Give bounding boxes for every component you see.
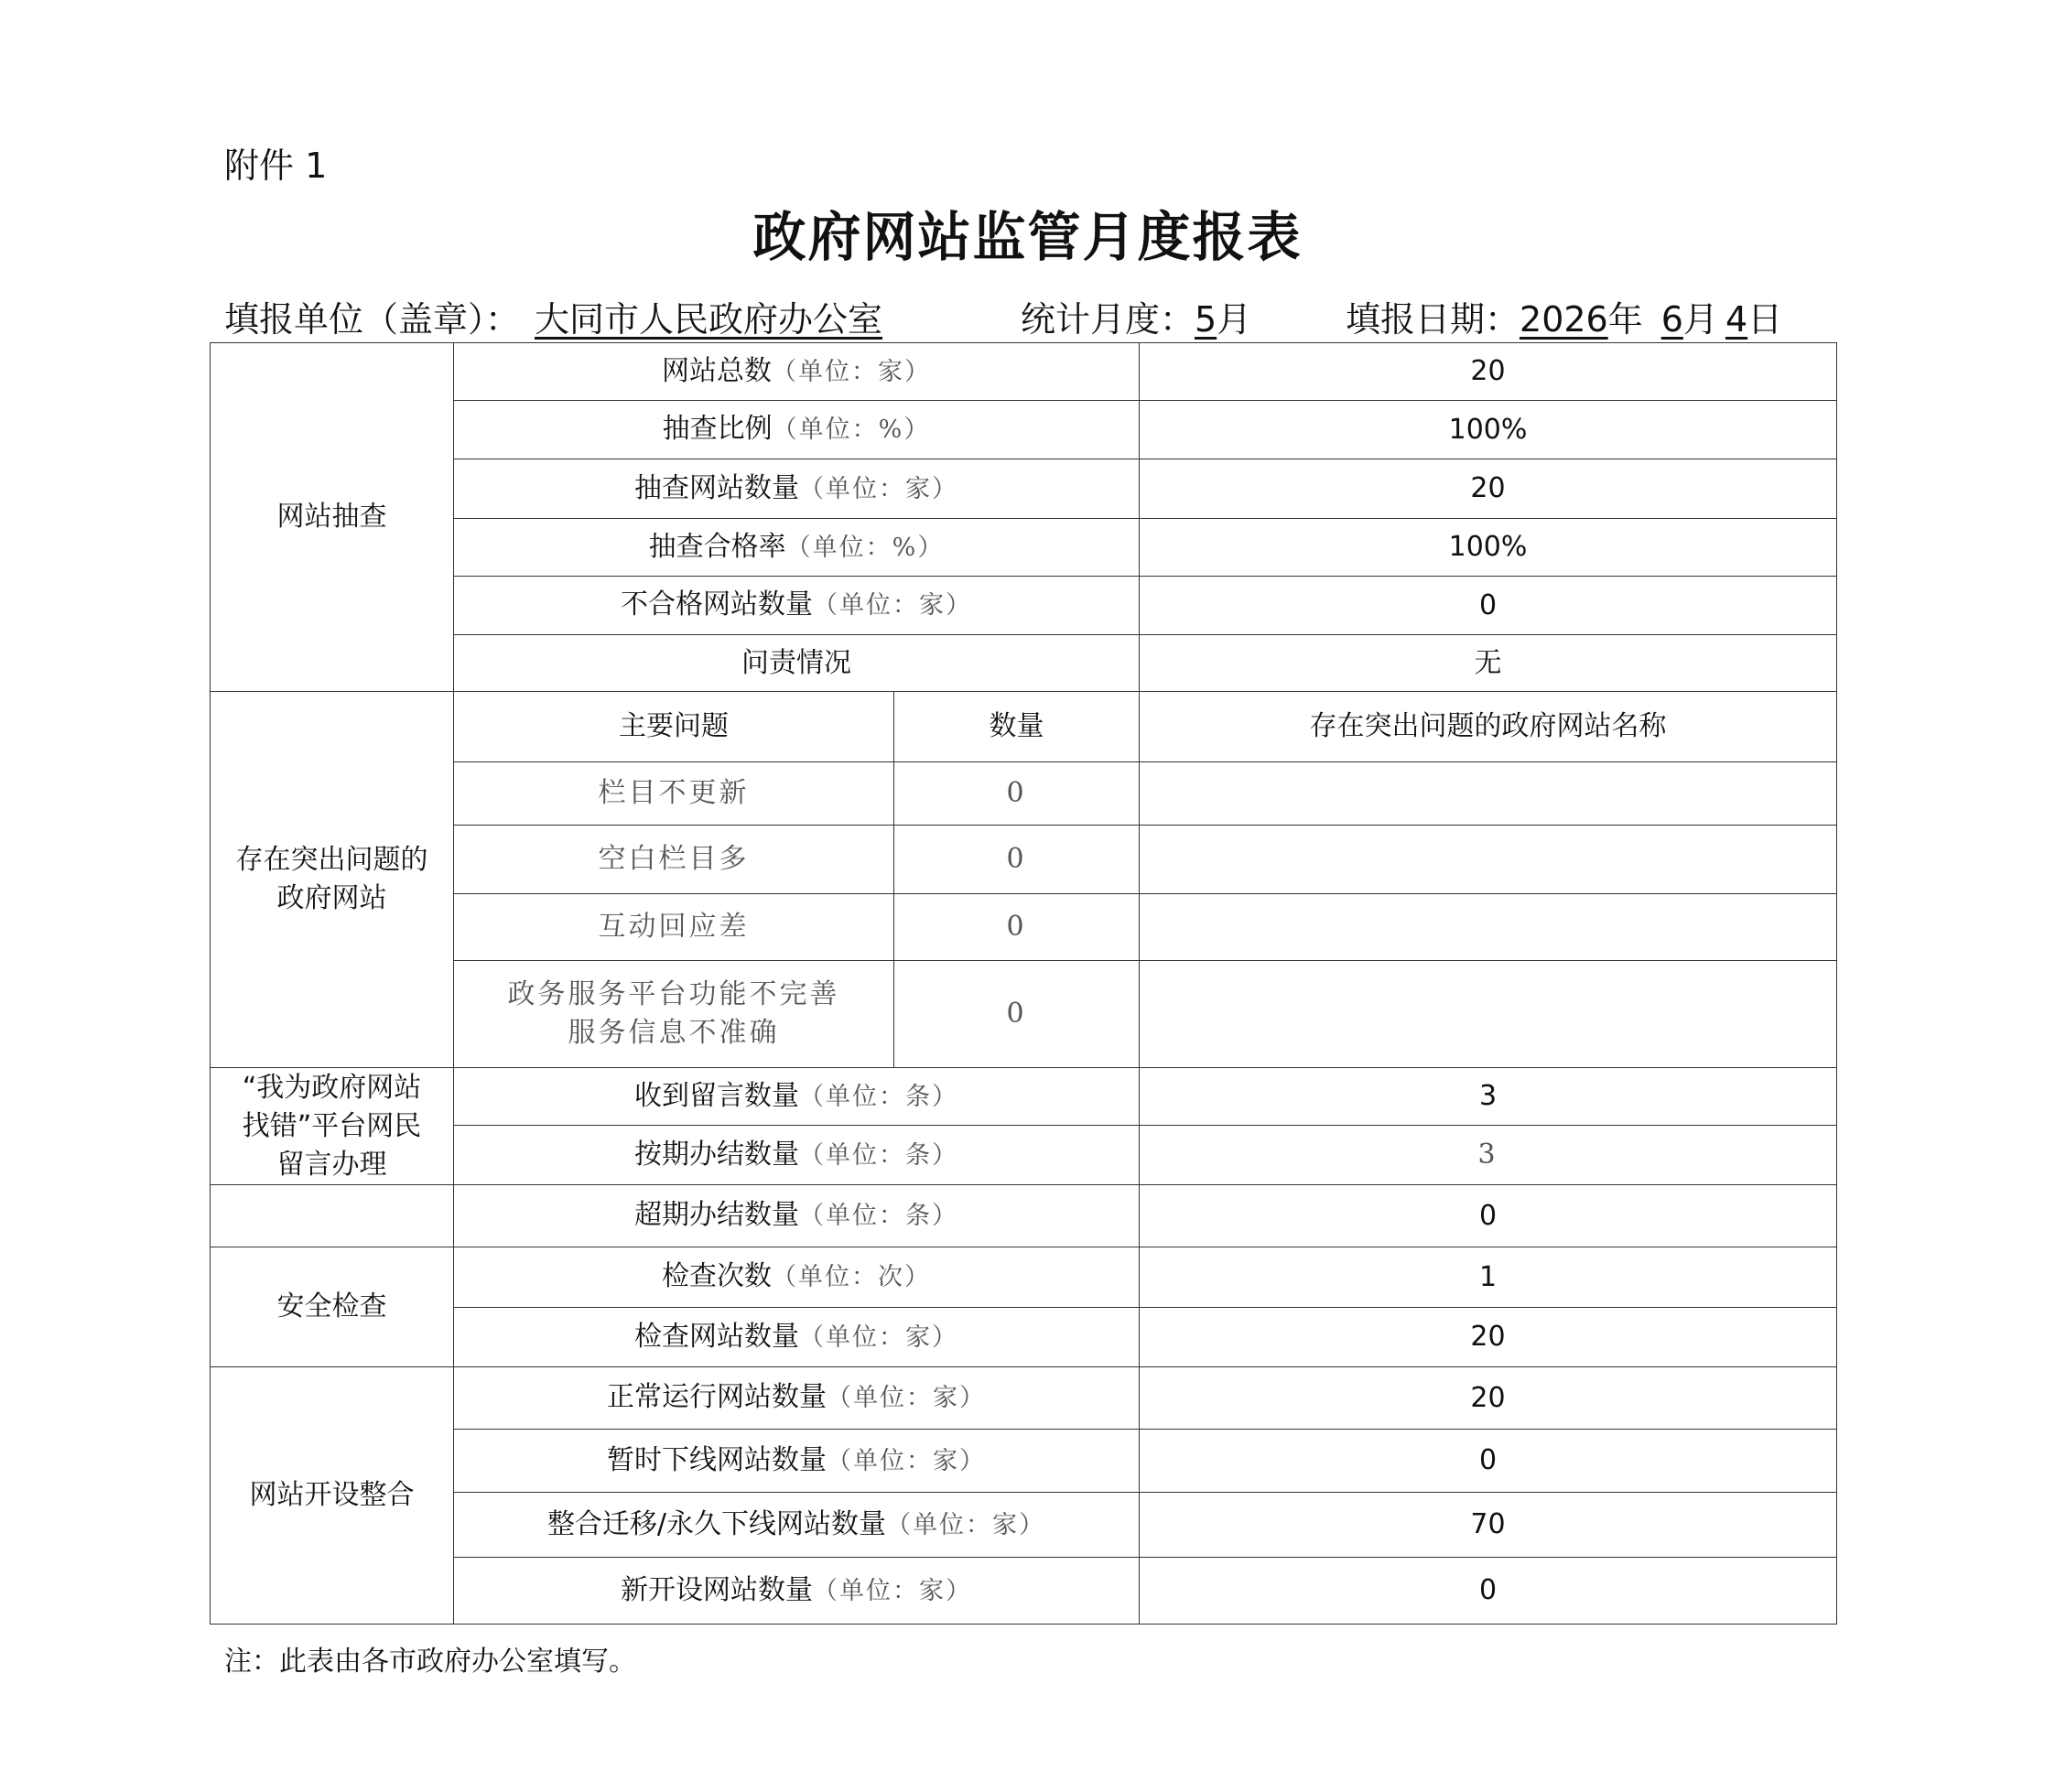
table-row: [211, 635, 1837, 692]
issue-cell: 政务服务平台功能不完善 服务信息不准确: [454, 961, 894, 1068]
row-label: 按期办结数量（单位：条）: [454, 1126, 1140, 1185]
attachment-label: 附件 1: [224, 146, 328, 186]
row-label: 问责情况: [454, 635, 1140, 692]
issue-cell: 栏目不更新: [454, 762, 894, 826]
issue-cell: 互动回应差: [454, 894, 894, 961]
row-label: 超期办结数量（单位：条）: [454, 1185, 1140, 1247]
date-info: [1346, 291, 1782, 341]
month-info: [1021, 291, 1251, 341]
row-value: 20: [1140, 1367, 1837, 1430]
row-label: 网站总数（单位：家）: [454, 343, 1140, 401]
row-label: 新开设网站数量（单位：家）: [454, 1558, 1140, 1625]
row-value: 3: [1140, 1126, 1837, 1185]
names-cell: [1140, 961, 1837, 1068]
unit-label: 填报单位（盖章）：: [224, 299, 521, 340]
table-row: [211, 894, 1837, 961]
table-row: [211, 1558, 1837, 1625]
count-cell: 0: [894, 961, 1140, 1068]
row-value: 0: [1140, 577, 1837, 635]
row-value: 0: [1140, 1558, 1837, 1625]
row-value: 70: [1140, 1493, 1837, 1558]
table-row: [211, 1247, 1837, 1308]
year-value: 2026: [1520, 299, 1608, 340]
count-cell: 0: [894, 826, 1140, 894]
section-integration: 网站开设整合: [211, 1367, 454, 1625]
row-value: 0: [1140, 1185, 1837, 1247]
header-issue: 主要问题: [454, 692, 894, 762]
table-row: [211, 1493, 1837, 1558]
table-row: [211, 762, 1837, 826]
month-number-suffix: 月: [1682, 299, 1718, 340]
row-label: 收到留言数量（单位：条）: [454, 1068, 1140, 1126]
row-label: 抽查合格率（单位：%）: [454, 519, 1140, 577]
row-label: 检查次数（单位：次）: [454, 1247, 1140, 1308]
date-label: 填报日期：: [1346, 299, 1520, 340]
row-label: 不合格网站数量（单位：家）: [454, 577, 1140, 635]
month-suffix: 月: [1217, 299, 1252, 340]
row-label: 整合迁移/永久下线网站数量（单位：家）: [454, 1493, 1140, 1558]
names-cell: [1140, 762, 1837, 826]
table-row: [211, 343, 1837, 401]
day-suffix: 日: [1747, 299, 1783, 340]
row-value: 20: [1140, 1308, 1837, 1367]
row-label: 正常运行网站数量（单位：家）: [454, 1367, 1140, 1430]
month-number: 6: [1660, 299, 1683, 340]
row-value: 3: [1140, 1068, 1837, 1126]
header-names: 存在突出问题的政府网站名称: [1140, 692, 1837, 762]
row-value: 20: [1140, 459, 1837, 519]
row-value: 100%: [1140, 401, 1837, 459]
section-messages: “我为政府网站 找错”平台网民 留言办理: [211, 1068, 454, 1185]
row-value: 20: [1140, 343, 1837, 401]
table-row: [211, 519, 1837, 577]
row-value: 1: [1140, 1247, 1837, 1308]
count-cell: 0: [894, 894, 1140, 961]
day-value: 4: [1725, 299, 1748, 340]
row-label: 抽查网站数量（单位：家）: [454, 459, 1140, 519]
header-count: 数量: [894, 692, 1140, 762]
table-row: [211, 1068, 1837, 1126]
count-cell: 0: [894, 762, 1140, 826]
issue-cell: 空白栏目多: [454, 826, 894, 894]
row-value: 无: [1140, 635, 1837, 692]
table-row: [211, 401, 1837, 459]
row-label: 检查网站数量（单位：家）: [454, 1308, 1140, 1367]
empty-cell: [211, 1185, 454, 1247]
table-row: [211, 1430, 1837, 1493]
report-title: 政府网站监管月度报表: [752, 206, 1303, 268]
table-row: [211, 1308, 1837, 1367]
month-label: 统计月度：: [1021, 299, 1195, 340]
year-suffix: 年: [1607, 299, 1643, 340]
section-problems: 存在突出问题的 政府网站: [211, 692, 454, 1068]
section-security: 安全检查: [211, 1247, 454, 1367]
names-cell: [1140, 894, 1837, 961]
row-value: 0: [1140, 1430, 1837, 1493]
report-table: [210, 342, 1837, 1625]
table-row: [211, 1126, 1837, 1185]
table-row: [211, 826, 1837, 894]
unit-info: [224, 291, 921, 341]
names-cell: [1140, 826, 1837, 894]
table-row: [211, 1367, 1837, 1430]
table-row: [211, 459, 1837, 519]
table-row: [211, 577, 1837, 635]
table-row: [211, 961, 1837, 1068]
table-row: [211, 1185, 1837, 1247]
month-value: 5: [1195, 299, 1217, 340]
table-row: [211, 692, 1837, 762]
row-value: 100%: [1140, 519, 1837, 577]
footnote: 注：此表由各市政府办公室填写。: [224, 1646, 636, 1678]
unit-value: 大同市人民政府办公室: [535, 299, 883, 340]
section-spot-check: 网站抽查: [211, 343, 454, 692]
row-label: 暂时下线网站数量（单位：家）: [454, 1430, 1140, 1493]
row-label: 抽查比例（单位：%）: [454, 401, 1140, 459]
